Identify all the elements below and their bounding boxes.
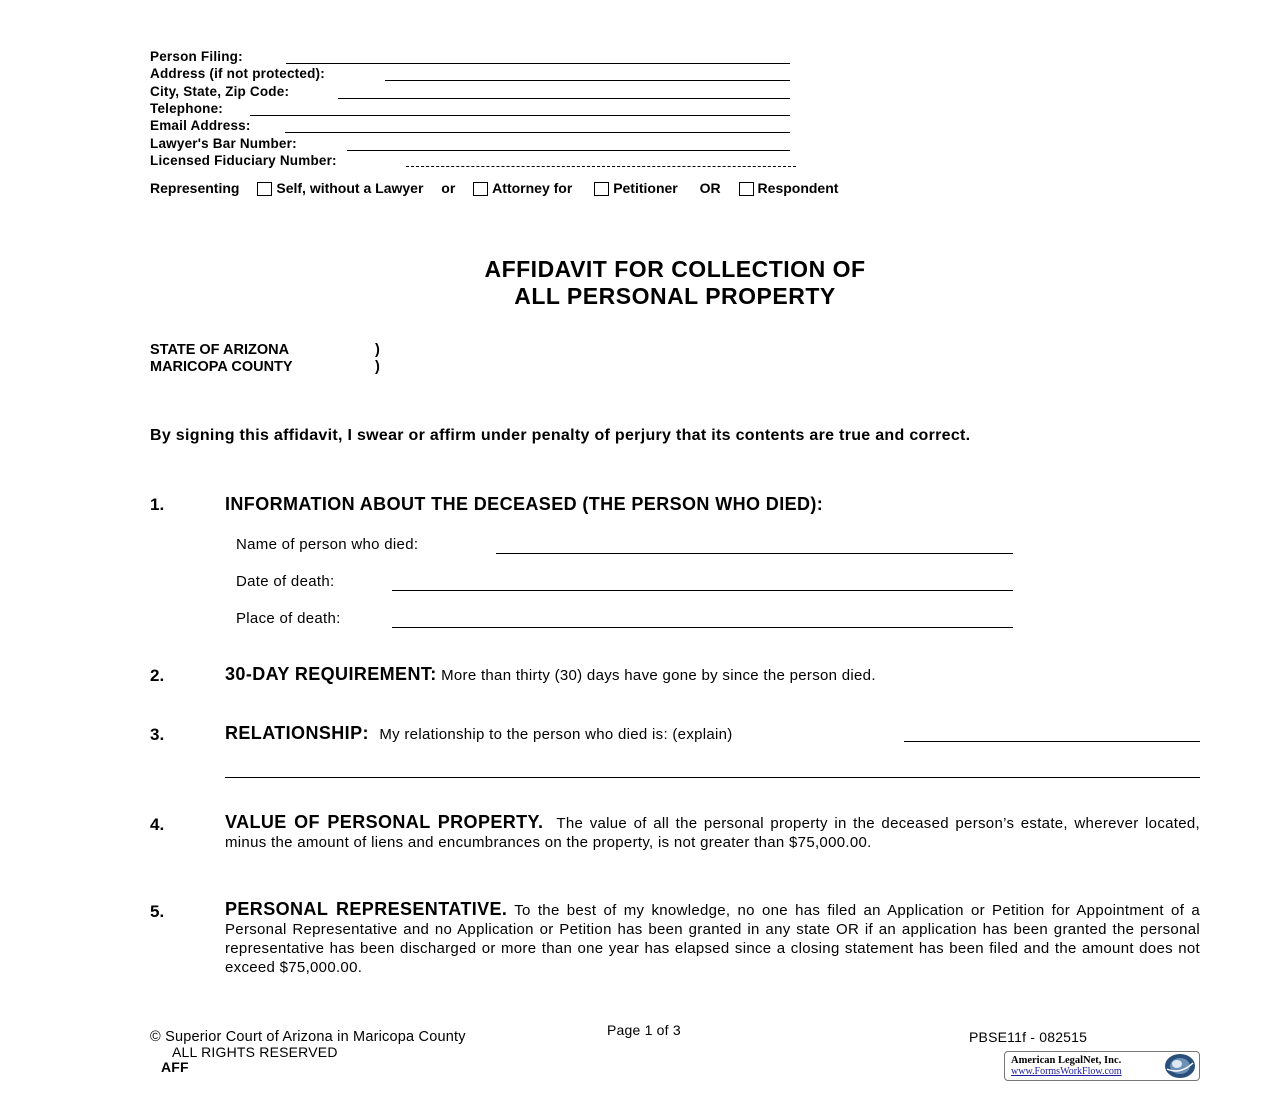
section-5-paragraph — [225, 900, 1200, 977]
email-label: Email Address: — [150, 118, 251, 133]
footer-rights: ALL RIGHTS RESERVED — [172, 1044, 338, 1060]
address-label: Address (if not protected): — [150, 66, 325, 81]
relationship-field-line-2[interactable] — [225, 777, 1200, 778]
date-of-death-label: Date of death: — [236, 573, 335, 590]
section-5-heading: PERSONAL REPRESENTATIVE. — [225, 899, 508, 919]
telephone-label: Telephone: — [150, 101, 224, 116]
representing-label: Representing — [150, 180, 240, 196]
telephone-field[interactable] — [250, 115, 790, 116]
attorney-label: Attorney for — [492, 180, 573, 196]
globe-icon — [1163, 1053, 1197, 1079]
section-4-heading: VALUE OF PERSONAL PROPERTY. — [225, 812, 544, 832]
relationship-field-line-1[interactable] — [904, 741, 1200, 742]
attorney-checkbox[interactable] — [473, 182, 488, 196]
logo-company-name: American LegalNet, Inc. — [1011, 1055, 1122, 1066]
petitioner-label: Petitioner — [613, 180, 678, 196]
footer-form-code: AFF — [161, 1059, 189, 1075]
section-2-number: 2. — [150, 666, 165, 685]
footer-page-number: Page 1 of 3 — [607, 1022, 681, 1038]
venue-paren: ) — [375, 359, 380, 375]
address-field[interactable] — [385, 80, 790, 81]
section-1-number: 1. — [150, 495, 165, 514]
or-label: or — [441, 180, 456, 196]
section-4-paragraph — [225, 813, 1200, 852]
self-checkbox[interactable] — [257, 182, 272, 196]
respondent-checkbox[interactable] — [739, 182, 754, 196]
person-filing-label: Person Filing: — [150, 49, 243, 64]
place-of-death-label: Place of death: — [236, 610, 341, 627]
section-5-number: 5. — [150, 902, 165, 921]
title-line-1: AFFIDAVIT FOR COLLECTION OF — [484, 256, 866, 282]
american-legalnet-logo[interactable] — [1004, 1051, 1200, 1081]
city-state-zip-label: City, State, Zip Code: — [150, 84, 290, 99]
logo-url-link[interactable]: www.FormsWorkFlow.com — [1011, 1066, 1122, 1077]
venue-county: MARICOPA COUNTY — [150, 359, 293, 375]
section-2-text: More than thirty (30) days have gone by since the person died. — [441, 667, 876, 684]
or-upper-label: OR — [699, 180, 721, 196]
section-2-heading: 30-DAY REQUIREMENT: — [225, 664, 437, 684]
representing-row — [150, 180, 838, 196]
section-1-heading: INFORMATION ABOUT THE DECEASED (THE PERSON WHO DIED): — [225, 494, 824, 514]
bar-number-label: Lawyer's Bar Number: — [150, 136, 297, 151]
section-3-row — [225, 723, 733, 744]
section-4-number: 4. — [150, 815, 165, 834]
footer-copyright: © Superior Court of Arizona in Maricopa County — [150, 1029, 466, 1045]
place-of-death-field[interactable] — [392, 627, 1013, 628]
footer-form-id: PBSE11f - 082515 — [969, 1029, 1088, 1045]
section-4-text: The value of all the personal property in the deceased person’s estate, wherever located, minus the amount of liens and encumbrances on the property, is not greater than $75,000.00. — [225, 815, 1200, 851]
person-filing-field[interactable] — [286, 63, 790, 64]
venue-state: STATE OF ARIZONA — [150, 342, 290, 358]
name-of-deceased-label: Name of person who died: — [236, 536, 419, 553]
venue-paren: ) — [375, 342, 380, 358]
name-of-deceased-field[interactable] — [496, 553, 1013, 554]
fiduciary-number-label: Licensed Fiduciary Number: — [150, 153, 337, 168]
city-state-zip-field[interactable] — [338, 98, 790, 99]
bar-number-field[interactable] — [347, 150, 790, 151]
respondent-label: Respondent — [757, 180, 839, 196]
title-line-2: ALL PERSONAL PROPERTY — [514, 283, 836, 309]
section-5-text: To the best of my knowledge, no one has filed an Application or Petition for Appointment of a Personal Representative and no Application or Petition has been granted in any state OR if an application has been granted the personal representative has been discharged or more than one year has elapsed since a closing statement has been filed and the amount does not exceed $75,000.00. — [225, 902, 1200, 976]
petitioner-checkbox[interactable] — [594, 182, 609, 196]
section-3-number: 3. — [150, 725, 165, 744]
section-2-row — [225, 664, 876, 685]
self-label: Self, without a Lawyer — [276, 180, 424, 196]
section-3-text: My relationship to the person who died is: (explain) — [379, 726, 733, 743]
section-3-heading: RELATIONSHIP: — [225, 723, 369, 743]
oath-statement: By signing this affidavit, I swear or affirm under penalty of perjury that its contents are true and correct. — [150, 427, 971, 444]
date-of-death-field[interactable] — [392, 590, 1013, 591]
fiduciary-number-field[interactable] — [406, 166, 796, 167]
email-field[interactable] — [285, 132, 790, 133]
